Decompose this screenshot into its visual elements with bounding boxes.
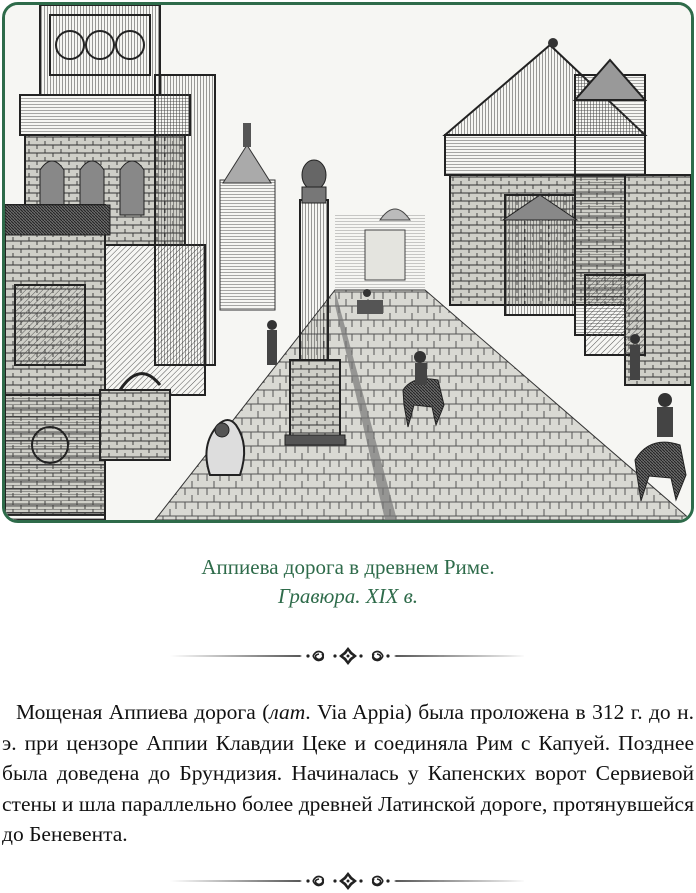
- body-text-part2: . Via Appia) была проложена в 312 г. до н. э. при цензоре Аппии Клавдии Цеке и соединяла Рим с Капуей. Позднее была доведена до Брундизия. Начиналась у Капенских ворот Сервиевой стены и шла параллельно более древней Латинской дороге, протянувшейся до Беневента.: [2, 700, 694, 846]
- ornamental-divider-top: [170, 645, 526, 667]
- body-paragraph: [2, 697, 694, 850]
- ornament-icon: [170, 645, 526, 667]
- body-text-part1: Мощеная Аппиева дорога (: [16, 700, 270, 724]
- ornament-icon: [170, 870, 526, 892]
- figure-caption-subtitle: Гравюра. XIX в.: [277, 584, 419, 608]
- engraving-image: [2, 2, 694, 523]
- ornamental-divider-bottom: [170, 870, 526, 892]
- engraving-drawing: [5, 5, 691, 520]
- figure-caption-title: Аппиева дорога в древнем Риме.: [201, 555, 495, 579]
- latin-abbreviation: лат: [269, 700, 306, 724]
